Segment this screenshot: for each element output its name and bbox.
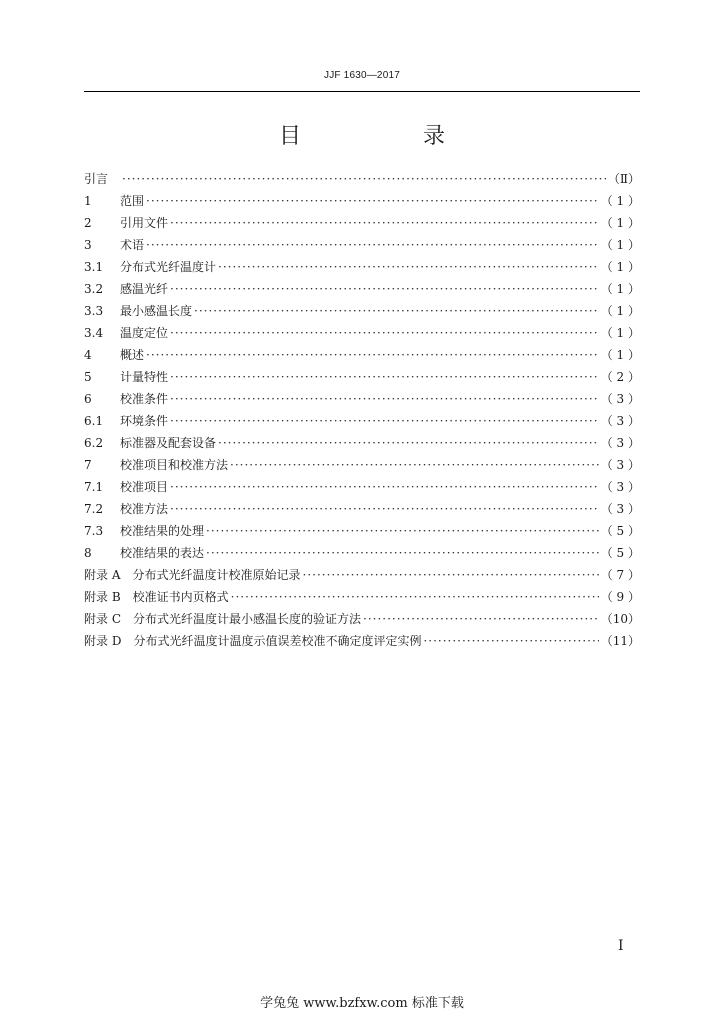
toc-entry-number: 6.2 <box>84 436 104 450</box>
toc-entry[interactable] <box>84 564 640 586</box>
toc-entry-number: 7.2 <box>84 502 104 516</box>
toc-entry-number: 附录 B <box>84 590 121 604</box>
toc-entry-number: 7.1 <box>84 480 104 494</box>
toc-entry-title: 校准结果的处理 <box>120 524 205 538</box>
toc-leader-dots <box>122 168 606 190</box>
toc-entry[interactable] <box>84 322 640 344</box>
toc-entry-page: （ 1 ） <box>600 238 640 252</box>
toc-entry-title: 校准证书内页格式 <box>132 590 229 604</box>
toc-entry-page: （ 3 ） <box>600 458 640 472</box>
toc-entry-title: 术语 <box>120 238 145 252</box>
toc-entry-number: 4 <box>84 348 92 362</box>
toc-entry-title: 感温光纤 <box>120 282 169 296</box>
toc-entry-page: （ 3 ） <box>600 392 640 406</box>
toc-entry-number: 7 <box>84 458 92 472</box>
toc-entry[interactable] <box>84 388 640 410</box>
page-number: Ⅰ <box>618 938 624 954</box>
toc-leader-dots <box>363 608 599 630</box>
toc-leader-dots <box>218 256 599 278</box>
toc-entry-title: 温度定位 <box>120 326 169 340</box>
toc-entry-page: （ 1 ） <box>600 216 640 230</box>
toc-entry-page: （ 5 ） <box>600 524 640 538</box>
toc-title: 目 录 <box>278 124 495 149</box>
toc-entry[interactable] <box>84 454 640 476</box>
toc-entry-number: 6 <box>84 392 92 406</box>
toc-entry-title: 分布式光纤温度计温度示值误差校准不确定度评定实例 <box>133 634 422 648</box>
toc-entry[interactable] <box>84 608 640 630</box>
toc-entry-number: 3.3 <box>84 304 104 318</box>
toc-entry[interactable] <box>84 366 640 388</box>
toc-entry[interactable] <box>84 630 640 652</box>
toc-entry-title: 分布式光纤温度计最小感温长度的验证方法 <box>133 612 362 626</box>
toc-entry-number: 1 <box>84 194 92 208</box>
toc-leader-dots <box>170 212 599 234</box>
toc-leader-dots <box>303 564 599 586</box>
toc-leader-dots <box>423 630 598 652</box>
toc-entry-page: （ 5 ） <box>600 546 640 560</box>
toc-entry-title: 校准条件 <box>120 392 169 406</box>
toc-leader-dots <box>170 498 599 520</box>
toc-entry-number: 3 <box>84 238 92 252</box>
toc-entry-number: 附录 A <box>84 568 121 582</box>
toc-entry-title: 范围 <box>120 194 145 208</box>
table-of-contents <box>84 168 640 652</box>
toc-entry-page: （ 3 ） <box>600 414 640 428</box>
toc-entry-title: 分布式光纤温度计 <box>120 260 217 274</box>
toc-leader-dots <box>146 190 599 212</box>
toc-entry[interactable] <box>84 432 640 454</box>
toc-entry-number: 7.3 <box>84 524 104 538</box>
toc-entry[interactable] <box>84 300 640 322</box>
toc-entry[interactable] <box>84 410 640 432</box>
toc-entry[interactable] <box>84 586 640 608</box>
toc-entry[interactable] <box>84 520 640 542</box>
toc-leader-dots <box>170 278 599 300</box>
toc-entry-page: （ 9 ） <box>600 590 640 604</box>
toc-entry-page: （ 7 ） <box>600 568 640 582</box>
toc-entry-page: （ 1 ） <box>600 326 640 340</box>
toc-entry-title: 校准项目和校准方法 <box>120 458 229 472</box>
document-code-header: JJF 1630—2017 <box>324 70 400 81</box>
toc-entry[interactable] <box>84 168 640 190</box>
toc-entry[interactable] <box>84 476 640 498</box>
toc-entry-title: 校准结果的表达 <box>120 546 205 560</box>
toc-entry-title: 最小感温长度 <box>120 304 193 318</box>
toc-entry-page: （ 1 ） <box>600 260 640 274</box>
toc-leader-dots <box>170 366 599 388</box>
toc-entry-title: 标准器及配套设备 <box>120 436 217 450</box>
toc-entry-title: 概述 <box>120 348 145 362</box>
toc-entry[interactable] <box>84 256 640 278</box>
toc-entry-page: （ 2 ） <box>600 370 640 384</box>
toc-leader-dots <box>170 322 599 344</box>
toc-entry-number: 3.1 <box>84 260 104 274</box>
toc-entry-title: 校准方法 <box>120 502 169 516</box>
header-rule <box>84 91 640 92</box>
toc-leader-dots <box>146 234 599 256</box>
toc-entry-number: 3.2 <box>84 282 104 296</box>
toc-entry-title: 分布式光纤温度计校准原始记录 <box>132 568 301 582</box>
toc-entry-page: （11） <box>600 634 640 648</box>
toc-leader-dots <box>170 410 599 432</box>
toc-leader-dots <box>230 454 599 476</box>
toc-leader-dots <box>206 542 599 564</box>
toc-entry-page: （ 3 ） <box>600 502 640 516</box>
toc-entry-page: （10） <box>600 612 640 626</box>
toc-entry[interactable] <box>84 190 640 212</box>
toc-leader-dots <box>170 476 599 498</box>
toc-entry-title: 环境条件 <box>120 414 169 428</box>
toc-entry[interactable] <box>84 498 640 520</box>
toc-entry-number: 6.1 <box>84 414 104 428</box>
toc-entry-number: 附录 D <box>84 634 122 648</box>
toc-entry[interactable] <box>84 542 640 564</box>
toc-entry-page: （ 1 ） <box>600 194 640 208</box>
toc-entry[interactable] <box>84 234 640 256</box>
toc-entry[interactable] <box>84 212 640 234</box>
toc-leader-dots <box>194 300 599 322</box>
toc-entry-number: 8 <box>84 546 92 560</box>
toc-leader-dots <box>206 520 599 542</box>
toc-leader-dots <box>231 586 599 608</box>
toc-entry-title: 引用文件 <box>120 216 169 230</box>
footer-watermark: 学兔兔 www.bzfxw.com 标准下载 <box>260 996 464 1011</box>
toc-leader-dots <box>218 432 599 454</box>
toc-entry-page: （ 1 ） <box>600 304 640 318</box>
toc-entry[interactable] <box>84 344 640 366</box>
toc-entry-page: （Ⅱ） <box>607 172 640 186</box>
toc-entry-page: （ 1 ） <box>600 348 640 362</box>
toc-entry-page: （ 3 ） <box>600 436 640 450</box>
toc-entry-number: 附录 C <box>84 612 121 626</box>
toc-entry-number: 2 <box>84 216 92 230</box>
toc-entry-number: 5 <box>84 370 92 384</box>
toc-entry-title: 计量特性 <box>120 370 169 384</box>
toc-entry-page: （ 3 ） <box>600 480 640 494</box>
toc-entry[interactable] <box>84 278 640 300</box>
toc-entry-page: （ 1 ） <box>600 282 640 296</box>
toc-entry-number: 3.4 <box>84 326 104 340</box>
toc-entry-title: 校准项目 <box>120 480 169 494</box>
toc-entry-number: 引言 <box>84 172 109 186</box>
toc-leader-dots <box>170 388 599 410</box>
toc-leader-dots <box>146 344 599 366</box>
